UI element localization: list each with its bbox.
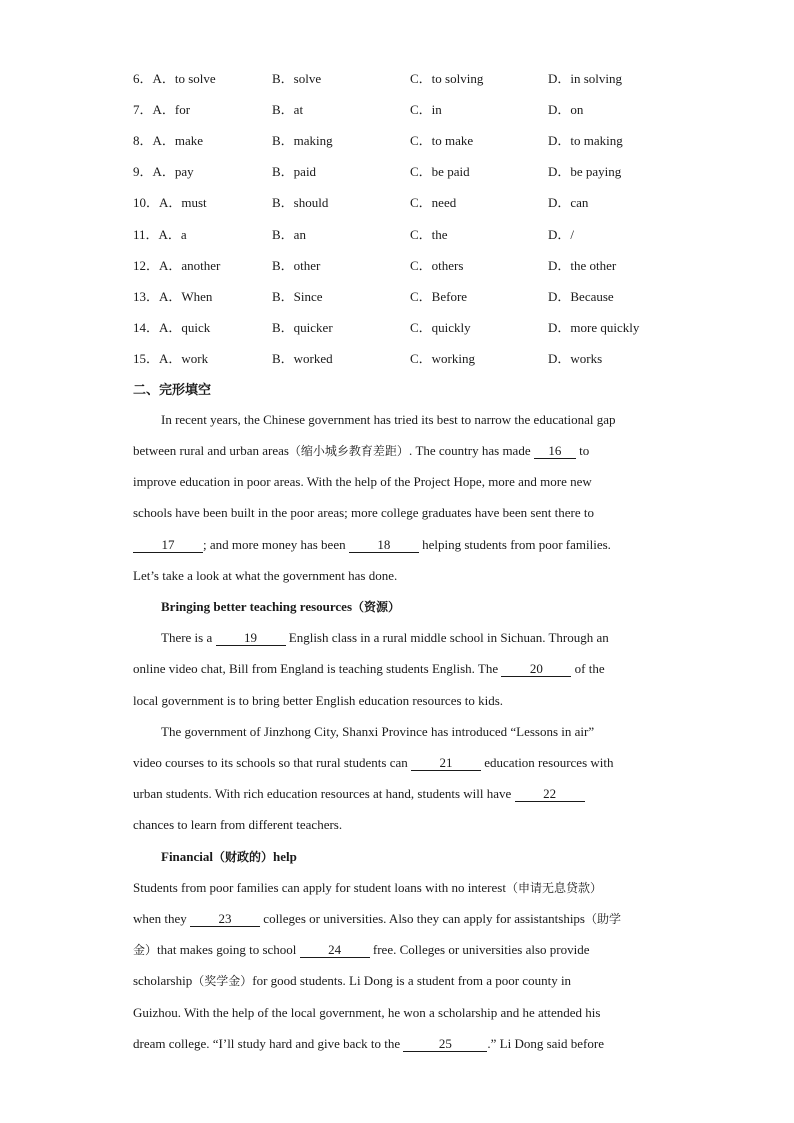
option-c: C．to solving xyxy=(410,71,484,86)
option-c: C．others xyxy=(410,258,464,273)
passage-line xyxy=(133,567,663,585)
passage-line xyxy=(161,629,691,647)
question-11-options xyxy=(133,224,733,244)
blank-18[interactable]: 18 xyxy=(349,538,419,553)
passage-line xyxy=(133,816,663,834)
question-12-options xyxy=(133,255,733,275)
option-a: 14．A．quick xyxy=(133,320,211,335)
option-d: D．the other xyxy=(548,258,617,273)
option-b: B．paid xyxy=(272,164,317,179)
text: to xyxy=(575,443,590,458)
text: Guizhou. With the help of the local government, he won a scholarship and he attended his xyxy=(133,1005,601,1020)
subheading-teaching-resources xyxy=(161,598,691,616)
option-c: C．quickly xyxy=(410,320,471,335)
text: helping students from poor families. xyxy=(418,537,611,552)
question-13-options xyxy=(133,286,733,306)
option-b: B．Since xyxy=(272,289,323,304)
question-15-options xyxy=(133,348,733,368)
passage-line xyxy=(133,910,663,928)
option-d: D．Because xyxy=(548,289,614,304)
question-6-options xyxy=(133,68,733,88)
text: Let’s take a look at what the government has done. xyxy=(133,568,398,583)
blank-24[interactable]: 24 xyxy=(300,943,370,958)
option-a: 15．A．work xyxy=(133,351,209,366)
passage-line xyxy=(133,1004,663,1022)
text: for good students. Li Dong is a student from a poor county in xyxy=(252,973,572,988)
option-b: B．at xyxy=(272,102,304,117)
option-c: C．the xyxy=(410,227,448,242)
text: colleges or universities. Also they can apply for assistantships xyxy=(260,911,585,926)
passage-line xyxy=(161,411,691,429)
text: Students from poor families can apply for student loans with no interest xyxy=(133,880,506,895)
option-b: B．solve xyxy=(272,71,322,86)
text: The government of Jinzhong City, Shanxi Province has introduced “Lessons in air” xyxy=(161,724,595,739)
option-b: B．other xyxy=(272,258,321,273)
option-b: B．worked xyxy=(272,351,333,366)
chinese-note: 金） xyxy=(133,943,158,957)
blank-16[interactable]: 16 xyxy=(534,444,576,459)
chinese-note: （奖学金） xyxy=(192,974,253,988)
option-a: 10．A．must xyxy=(133,195,207,210)
text: improve education in poor areas. With the help of the Project Hope, more and more new xyxy=(133,474,592,489)
text: that makes going to school xyxy=(157,942,300,957)
text: of the xyxy=(571,661,605,676)
text: free. Colleges or universities also provide xyxy=(369,942,590,957)
chinese-note: （助学 xyxy=(585,912,622,926)
text: . The country has made xyxy=(408,443,534,458)
option-b: B．making xyxy=(272,133,333,148)
blank-19[interactable]: 19 xyxy=(216,631,286,646)
text: schools have been built in the poor areas; more college graduates have been sent there to xyxy=(133,505,594,520)
text: Bringing better teaching resources xyxy=(161,599,353,614)
subheading-financial-help xyxy=(161,848,691,866)
text: English class in a rural middle school in Sichuan. Through an xyxy=(285,630,609,645)
option-d: D．works xyxy=(548,351,603,366)
passage-line xyxy=(161,723,691,741)
passage-line xyxy=(133,941,663,959)
passage-line xyxy=(133,785,663,803)
text: help xyxy=(273,849,297,864)
blank-21[interactable]: 21 xyxy=(411,756,481,771)
text: There is a xyxy=(161,630,216,645)
passage-line xyxy=(133,1035,663,1053)
chinese-note: （资源） xyxy=(352,600,401,614)
text: when they xyxy=(133,911,191,926)
option-d: D．more quickly xyxy=(548,320,640,335)
text: video courses to its schools so that rural students can xyxy=(133,755,412,770)
question-7-options xyxy=(133,99,733,119)
text: Financial xyxy=(161,849,214,864)
chinese-note: （缩小城乡教育差距） xyxy=(288,444,409,458)
passage-line xyxy=(133,754,663,772)
text: education resources with xyxy=(481,755,614,770)
question-14-options xyxy=(133,317,733,337)
option-c: C．working xyxy=(410,351,476,366)
text: urban students. With rich education resources at hand, students will have xyxy=(133,786,515,801)
chinese-note: （申请无息贷款） xyxy=(505,881,602,895)
blank-22[interactable]: 22 xyxy=(515,787,585,802)
text: between rural and urban areas xyxy=(133,443,289,458)
option-d: D．on xyxy=(548,102,584,117)
passage-line xyxy=(133,536,663,554)
option-a: 11．A．a xyxy=(133,227,187,242)
option-d: D．can xyxy=(548,195,589,210)
option-c: C．Before xyxy=(410,289,468,304)
text: scholarship xyxy=(133,973,193,988)
text: In recent years, the Chinese government has tried its best to narrow the educational gap xyxy=(161,412,616,427)
question-10-options xyxy=(133,192,733,212)
option-a: 7．A．for xyxy=(133,102,191,117)
passage-line xyxy=(133,473,663,491)
option-a: 8．A．make xyxy=(133,133,204,148)
blank-23[interactable]: 23 xyxy=(190,912,260,927)
option-c: C．in xyxy=(410,102,442,117)
text: .” Li Dong said before xyxy=(487,1036,604,1051)
option-a: 9．A．pay xyxy=(133,164,194,179)
option-d: D．be paying xyxy=(548,164,622,179)
option-a: 12．A．another xyxy=(133,258,221,273)
chinese-note: （财政的） xyxy=(213,850,274,864)
question-9-options xyxy=(133,161,733,181)
section-title: 二、完形填空 xyxy=(133,383,212,398)
option-d: D．to making xyxy=(548,133,623,148)
passage-line xyxy=(133,879,663,897)
option-c: C．need xyxy=(410,195,457,210)
text: online video chat, Bill from England is teaching students English. The xyxy=(133,661,502,676)
blank-20[interactable]: 20 xyxy=(501,662,571,677)
option-a: 13．A．When xyxy=(133,289,213,304)
text: chances to learn from different teachers. xyxy=(133,817,343,832)
option-b: B．an xyxy=(272,227,306,242)
blank-25[interactable]: 25 xyxy=(403,1037,487,1052)
option-d: D．/ xyxy=(548,227,575,242)
text: ; and more money has been xyxy=(203,537,349,552)
option-b: B．quicker xyxy=(272,320,333,335)
passage-line xyxy=(133,692,663,710)
question-8-options xyxy=(133,130,733,150)
text: local government is to bring better English education resources to kids. xyxy=(133,693,504,708)
option-c: C．be paid xyxy=(410,164,470,179)
passage-line xyxy=(133,972,663,990)
passage-line xyxy=(133,660,663,678)
blank-17[interactable]: 17 xyxy=(133,538,203,553)
option-a: 6．A．to solve xyxy=(133,71,216,86)
option-d: D．in solving xyxy=(548,71,623,86)
text: dream college. “I’ll study hard and give back to the xyxy=(133,1036,404,1051)
option-c: C．to make xyxy=(410,133,474,148)
passage-line xyxy=(133,504,663,522)
passage-line xyxy=(133,442,663,460)
option-b: B．should xyxy=(272,195,329,210)
